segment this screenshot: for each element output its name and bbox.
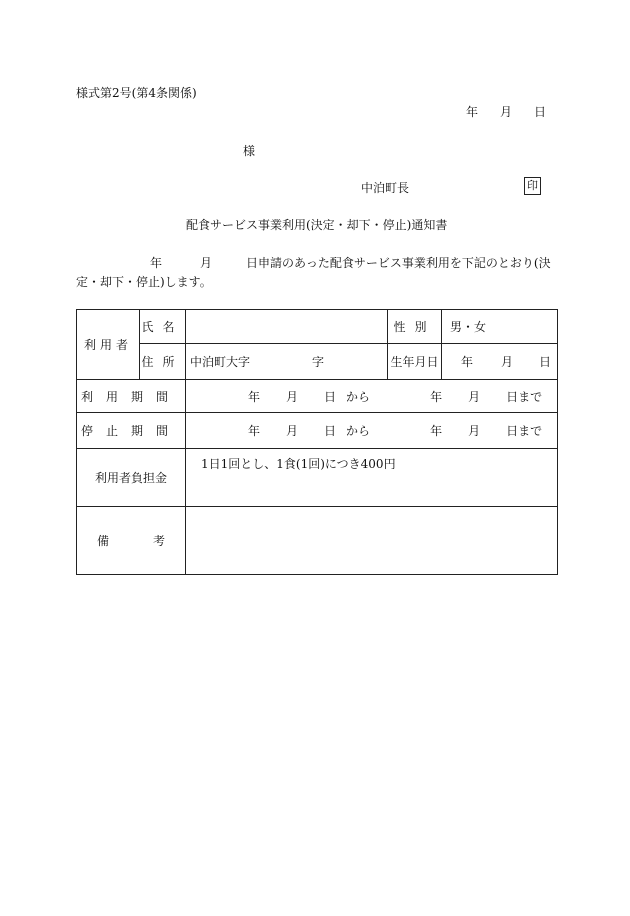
address-suffix: 字: [312, 355, 325, 369]
birthdate-field[interactable]: [442, 344, 558, 380]
table-row-name: [77, 310, 558, 344]
recipient-honorific: 様: [243, 144, 256, 158]
issue-date: [466, 103, 546, 120]
address-field[interactable]: [186, 344, 388, 380]
address-prefix: 中泊町大字: [190, 355, 251, 369]
gender-label: 性別: [393, 320, 436, 334]
remarks-label: 備 考: [96, 534, 166, 548]
stop-until: 日まで: [506, 424, 543, 438]
issuer-name: 中泊町長: [361, 181, 410, 195]
table-row-burden: [77, 449, 558, 507]
stop-day: 日: [324, 424, 337, 438]
address-label: 住所: [141, 355, 184, 369]
stop-period-label-cell: [77, 413, 186, 449]
name-label: 氏名: [141, 320, 184, 334]
burden-value: 1日1回とし、1食(1回)につき400円: [201, 457, 396, 471]
gender-options[interactable]: 男・女: [450, 320, 487, 334]
burden-field: [186, 449, 558, 507]
usage-day: 日: [324, 389, 337, 404]
gender-label-cell: [388, 310, 442, 344]
usage-period-label-cell: [77, 380, 186, 413]
stop-from: から: [346, 424, 371, 438]
table-row-stop-period: [77, 413, 558, 449]
user-label: 利用者: [83, 338, 132, 352]
body-month: 月: [200, 256, 213, 270]
user-label-cell: [77, 310, 140, 380]
usage-year: 年: [248, 389, 261, 404]
birthdate-label: 生年月日: [390, 355, 439, 369]
document-title: 配食サービス事業利用(決定・却下・停止)通知書: [186, 218, 448, 232]
issue-date-day: 日: [534, 105, 547, 119]
address-label-cell: [140, 344, 186, 380]
birth-month: 月: [500, 355, 513, 369]
form-number: 様式第2号(第4条関係): [76, 86, 197, 100]
burden-label: 利用者負担金: [94, 471, 167, 485]
usage-period-label: 利用期間: [80, 389, 181, 404]
usage-month: 月: [286, 389, 299, 404]
birth-year: 年: [460, 355, 473, 369]
stop-end-month: 月: [468, 424, 481, 438]
name-label-cell: [140, 310, 186, 344]
gender-options-cell: [442, 310, 558, 344]
table-row-address: [77, 344, 558, 380]
body-line-2: 定・却下・停止)します。: [76, 275, 212, 289]
birthdate-label-cell: [388, 344, 442, 380]
name-field[interactable]: [186, 310, 388, 344]
burden-label-cell: [77, 449, 186, 507]
stop-month: 月: [286, 424, 299, 438]
remarks-field[interactable]: [186, 507, 558, 575]
usage-until: 日まで: [506, 389, 543, 404]
usage-from: から: [346, 389, 371, 404]
seal-mark: 印: [524, 177, 541, 195]
stop-period-label: 停止期間: [80, 424, 181, 438]
issue-date-year: 年: [466, 105, 479, 119]
usage-period-field[interactable]: [186, 380, 558, 413]
table-row-remarks: [77, 507, 558, 575]
stop-period-field[interactable]: [186, 413, 558, 449]
stop-year: 年: [248, 424, 261, 438]
birth-day: 日: [538, 355, 551, 369]
issue-date-month: 月: [500, 105, 513, 119]
usage-end-year: 年: [430, 389, 443, 404]
table-row-usage-period: [77, 380, 558, 413]
usage-end-month: 月: [468, 389, 481, 404]
body-line-1: 日申請のあった配食サービス事業利用を下記のとおり(決: [246, 256, 551, 270]
body-year: 年: [150, 256, 163, 270]
notice-form-table: [76, 309, 558, 575]
remarks-label-cell: [77, 507, 186, 575]
stop-end-year: 年: [430, 424, 443, 438]
